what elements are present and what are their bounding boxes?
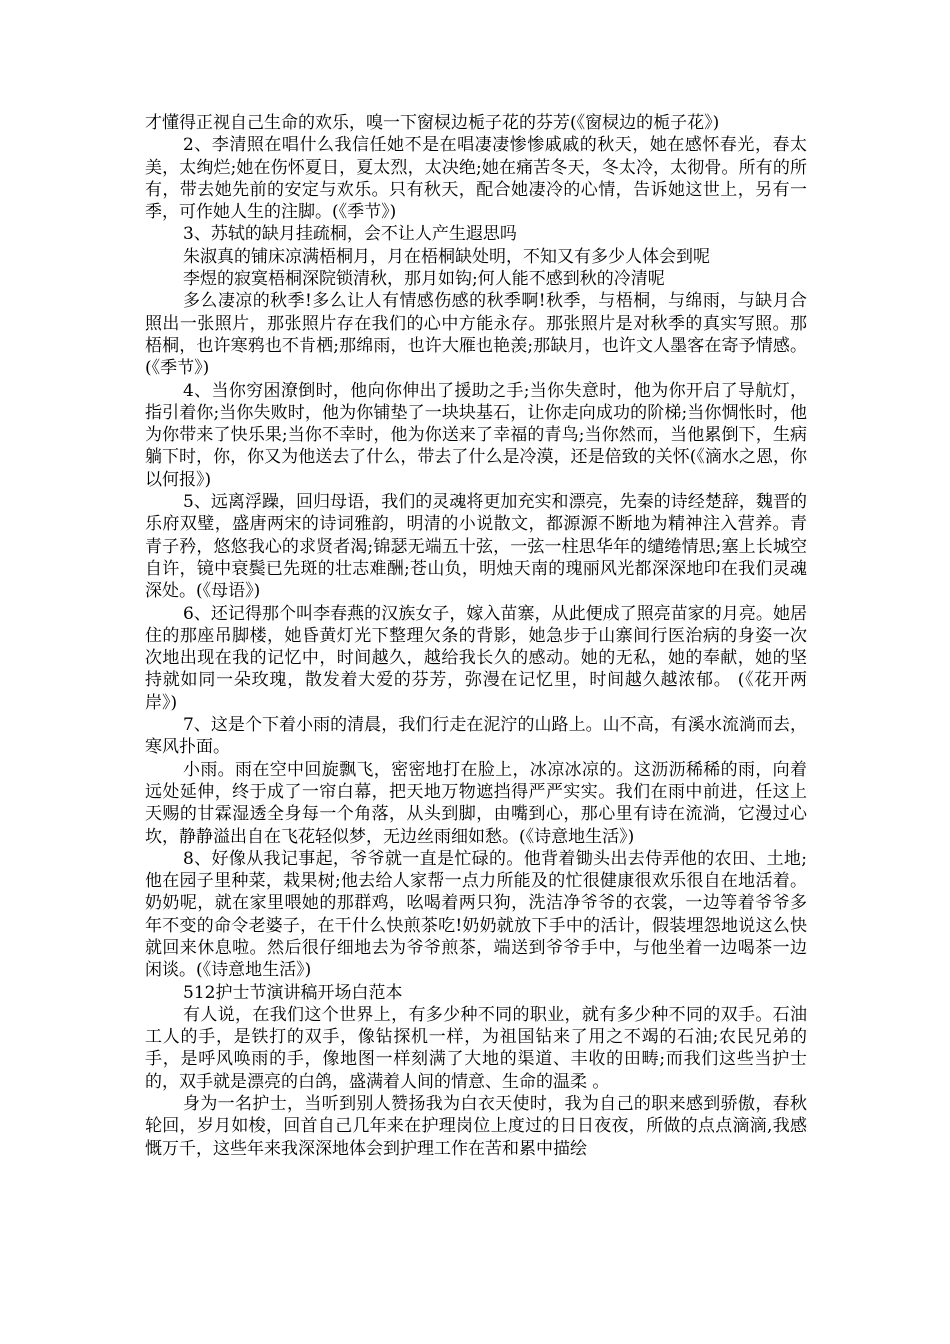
section-heading: 512护士节演讲稿开场白范本 xyxy=(183,982,403,1003)
paragraph-3-line-2: 朱淑真的铺床凉满梧桐月，月在梧桐缺处明，不知又有多少人体会到呢 xyxy=(183,246,710,267)
paragraph-7-body: 小雨。雨在空中回旋飘飞，密密地打在脸上，冰凉冰凉的。这沥沥稀稀的雨，向着远处延伸，终于成了一帘白幕，把天地万物遮挡得严严实实。我们在雨中前进，任这上天赐的甘霖湿透全身每一个角落，从头到脚，由嘴到心，那心里有诗在流淌，它漫过心坎，静静溢出自在飞花轻似梦，无边丝雨细如愁。(《诗意地生活》) xyxy=(145,759,807,847)
paragraph-3-body: 多么凄凉的秋季!多么让人有情感伤感的秋季啊!秋季，与梧桐，与绵雨，与缺月合照出一张照片，那张照片存在我们的心中方能永存。那张照片是对秋季的真实写照。那梧桐，也许寒鸦也不肯栖;那绵雨，也许大雁也艳羡;那缺月，也许文人墨客在寄予情感。(《季节》) xyxy=(145,291,807,379)
paragraph-speech-1: 有人说，在我们这个世界上，有多少种不同的职业，就有多少种不同的双手。石油工人的手，是铁打的双手，像钻探机一样，为祖国钻来了用之不竭的石油;农民兄弟的手，是呼风唤雨的手，像地图一样刻满了大地的渠道、丰收的田畴;而我们这些当护士的，双手就是漂亮的白鸽，盛满着人间的情意、生命的温柔 。 xyxy=(145,1004,807,1092)
paragraph-7: 7、这是个下着小雨的清晨，我们行走在泥泞的山路上。山不高，有溪水流淌而去，寒风扑面。 xyxy=(145,715,807,758)
paragraph-speech-2: 身为一名护士，当听到别人赞扬我为白衣天使时，我为自己的职来感到骄傲，春秋轮回，岁月如梭，回首自己几年来在护理岗位上度过的日日夜夜，所做的点点滴滴,我感慨万千，这些年来我深深地体会到护理工作在苦和累中描绘 xyxy=(145,1094,807,1159)
paragraph-5: 5、远离浮躁，回归母语，我们的灵魂将更加充实和漂亮，先秦的诗经楚辞，魏晋的乐府双璧，盛唐两宋的诗词雅韵，明清的小说散文，都源源不断地为精神注入营养。青青子矜，悠悠我心的求贤者渴;锦瑟无端五十弦，一弦一柱思华年的缱绻情思;塞上长城空自许，镜中衰鬓已先斑的壮志难酬;苍山负，明烛天南的瑰丽风光都深深地印在我们灵魂深处。(《母语》) xyxy=(145,492,807,602)
paragraph-3-line-3: 李煜的寂寞梧桐深院锁清秋，那月如钩;何人能不感到秋的冷清呢 xyxy=(183,269,665,290)
paragraph-8: 8、好像从我记事起，爷爷就一直是忙碌的。他背着锄头出去侍弄他的农田、土地;他在园子里种菜，栽果树;他去给人家帮一点力所能及的忙很健康很欢乐很自在地活着。奶奶呢，就在家里喂她的那群鸡，吆喝着两只狗，洗洁净爷爷的衣裳，一边等着爷爷多年不变的命令老婆子，在干什么快煎茶吃!奶奶就放下手中的活计，假装埋怨地说这么快就回来休息啦。然后很仔细地去为爷爷煎茶，端送到爷爷手中，与他坐着一边喝茶一边闲谈。(《诗意地生活》) xyxy=(145,848,807,981)
paragraph-4: 4、当你穷困潦倒时，他向你伸出了援助之手;当你失意时，他为你开启了导航灯，指引着你;当你失败时，他为你铺垫了一块块基石，让你走向成功的阶梯;当你惆怅时，他为你带来了快乐果;当你不幸时，他为你送来了幸福的青鸟;当你然而，当他累倒下，生病躺下时，你，你又为他送去了什么，带去了什么是冷漠，还是倍致的关怀(《滴水之恩，你以何报》) xyxy=(145,380,807,490)
paragraph-3: 3、苏轼的缺月挂疏桐，会不让人产生遐思吗 xyxy=(183,224,517,245)
paragraph-2: 2、李清照在唱什么我信任她不是在唱凄凄惨惨戚戚的秋天，她在感怀春光，春太美，太绚烂;她在伤怀夏日，夏太烈，太决绝;她在痛苦冬天，冬太冷，太彻骨。所有的所有，带去她先前的安定与欢乐。只有秋天，配合她凄冷的心情，告诉她这世上，另有一季，可作她人生的注脚。(《季节》) xyxy=(145,135,807,223)
paragraph-6: 6、还记得那个叫李春燕的汉族女子，嫁入苗寨，从此便成了照亮苗家的月亮。她居住的那座吊脚楼，她昏黄灯光下整理欠条的背影，她急步于山寨间行医治病的身姿一次次地出现在我的记忆中，时间越久，越给我长久的感动。她的无私，她的奉献，她的坚持就如同一朵玫瑰，散发着大爱的芬芳，弥漫在记忆里，时间越久越浓郁。 (《花开两岸》) xyxy=(145,603,807,713)
document-page xyxy=(145,112,807,1160)
paragraph-intro: 才懂得正视自己生命的欢乐，嗅一下窗棂边栀子花的芬芳(《窗棂边的栀子花》) xyxy=(145,113,720,133)
